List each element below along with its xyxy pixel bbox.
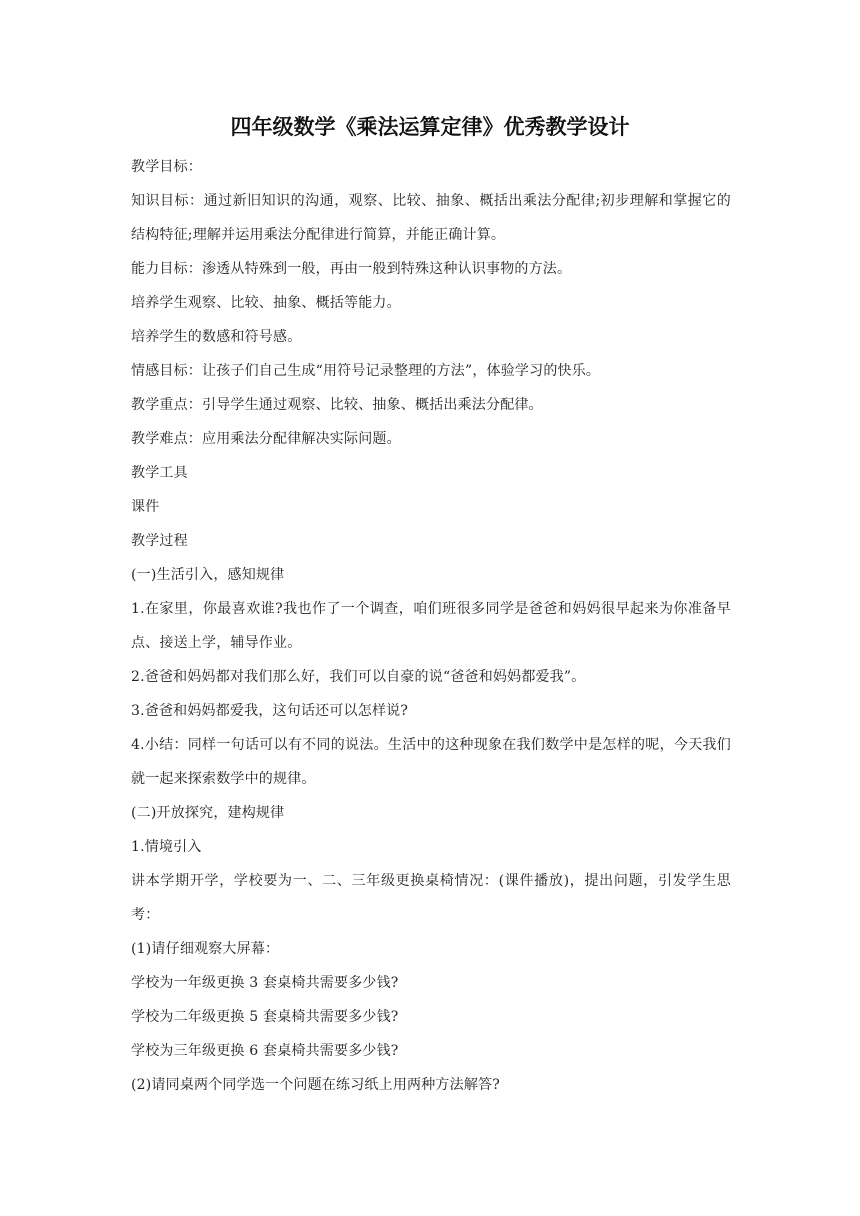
paragraph-section-two: (二)开放探究，建构规律 [131, 805, 285, 821]
paragraph-teaching-tools: 教学工具 [131, 465, 188, 481]
paragraph-emotion-goal: 情感目标：让孩子们自己生成“用符号记录整理的方法”，体验学习的快乐。 [131, 363, 601, 379]
paragraph-step-3: 3.爸爸和妈妈都爱我，这句话还可以怎样说? [131, 703, 409, 719]
paragraph-section-one: (一)生活引入，感知规律 [131, 567, 285, 583]
paragraph-knowledge-goal: 知识目标：通过新旧知识的沟通，观察、比较、抽象、概括出乘法分配律;初步理解和掌握它的结构特征;理解并运用乘法分配律进行简算，并能正确计算。 [131, 193, 731, 243]
paragraph-grade-two-question: 学校为二年级更换 5 套桌椅共需要多少钱? [131, 1009, 399, 1025]
paragraph-step-4: 4.小结：同样一句话可以有不同的说法。生活中的这种现象在我们数学中是怎样的呢，今天我们就一起来探索数学中的规律。 [131, 737, 731, 787]
paragraph-ability-goal: 能力目标：渗透从特殊到一般，再由一般到特殊这种认识事物的方法。 [131, 261, 572, 277]
paragraph-situation-intro: 1.情境引入 [131, 839, 202, 855]
paragraph-observe-screen: (1)请仔细观察大屏幕： [131, 941, 280, 957]
paragraph-step-2: 2.爸爸和妈妈都对我们那么好，我们可以自豪的说“爸爸和妈妈都爱我”。 [131, 669, 586, 685]
paragraph-key-point: 教学重点：引导学生通过观察、比较、抽象、概括出乘法分配律。 [131, 397, 543, 413]
paragraph-grade-one-question: 学校为一年级更换 3 套桌椅共需要多少钱? [131, 975, 399, 991]
paragraph-teaching-goals: 教学目标： [131, 159, 202, 175]
paragraph-step-1: 1.在家里，你最喜欢谁?我也作了一个调查，咱们班很多同学是爸爸和妈妈很早起来为你准备早点、接送上学，辅导作业。 [131, 601, 731, 651]
paragraph-number-sense: 培养学生的数感和符号感。 [131, 329, 302, 345]
paragraph-situation-desc: 讲本学期开学，学校要为一、二、三年级更换桌椅情况：(课件播放)，提出问题，引发学生思考： [131, 873, 731, 923]
paragraph-difficulty: 教学难点：应用乘法分配律解决实际问题。 [131, 431, 401, 447]
paragraph-teaching-process: 教学过程 [131, 533, 188, 549]
paragraph-ability-observe: 培养学生观察、比较、抽象、概括等能力。 [131, 295, 401, 311]
document-body [131, 150, 731, 1102]
document-title: 四年级数学《乘法运算定律》优秀教学设计 [230, 115, 630, 139]
paragraph-grade-three-question: 学校为三年级更换 6 套桌椅共需要多少钱? [131, 1043, 399, 1059]
paragraph-pair-work: (2)请同桌两个同学选一个问题在练习纸上用两种方法解答? [131, 1077, 500, 1093]
paragraph-courseware: 课件 [131, 499, 160, 515]
